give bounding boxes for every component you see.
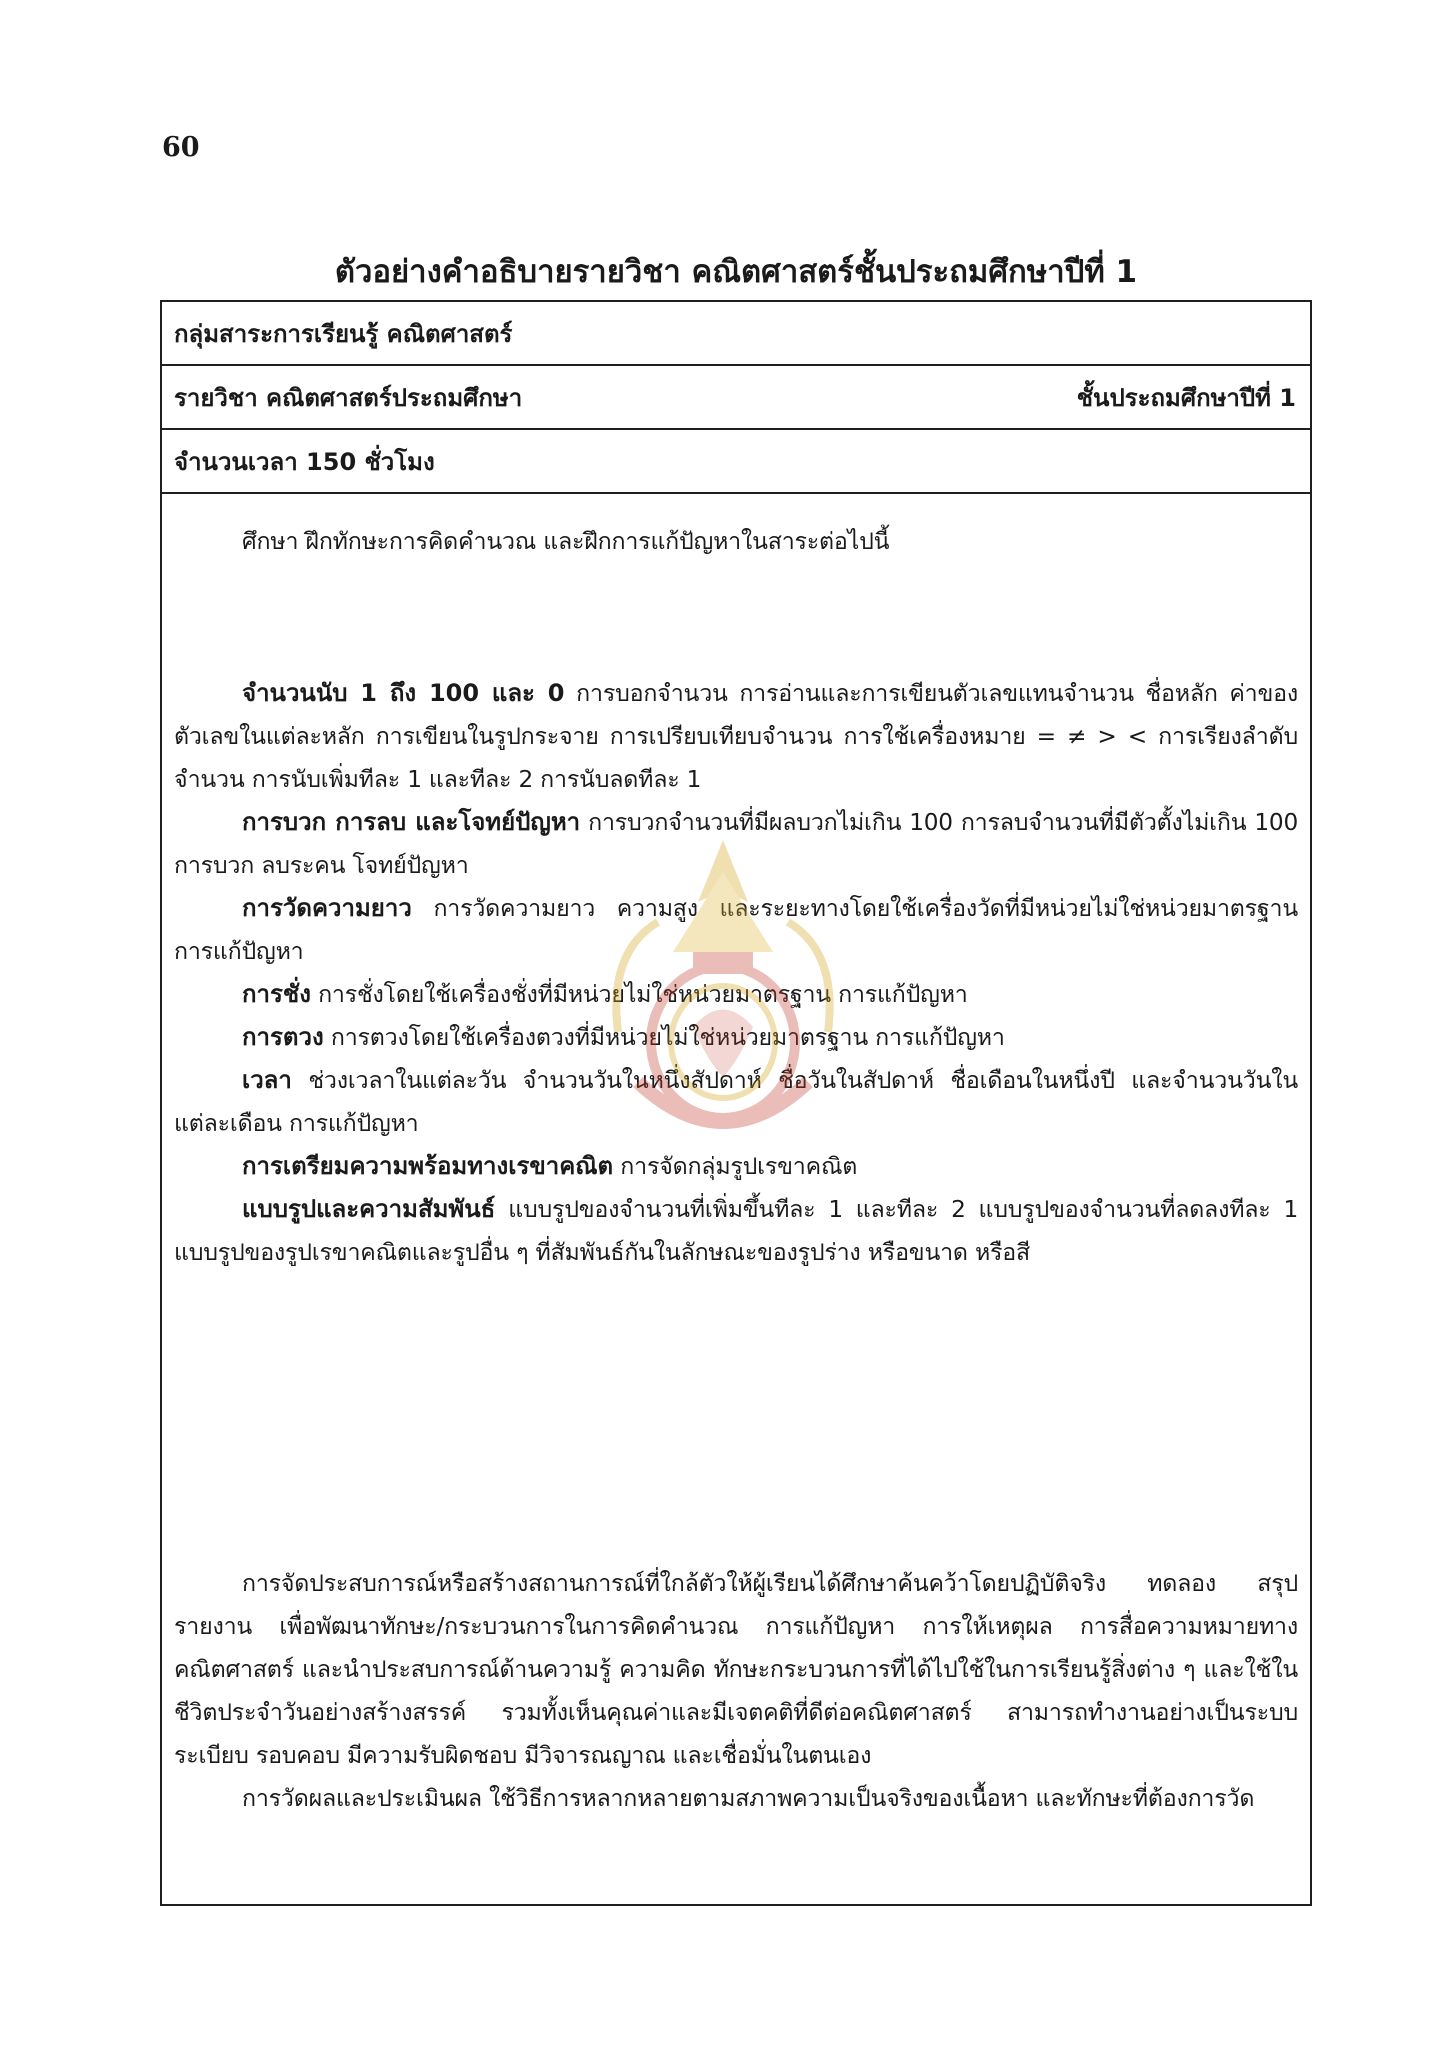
topic-paragraph (174, 801, 1298, 887)
page-number: 60 (162, 132, 200, 163)
topic-text: ช่วงเวลาในแต่ละวัน จำนวนวันในหนึ่งสัปดาห์ ชื่อวันในสัปดาห์ ชื่อเดือนในหนึ่งปี และจำนวนวันในแต่ละเดือน การแก้ปัญหา (174, 1067, 1298, 1137)
topic-paragraph (174, 1059, 1298, 1145)
topic-heading: แบบรูปและความสัมพันธ์ (242, 1195, 496, 1223)
topic-heading: การเตรียมความพร้อมทางเรขาคณิต (242, 1152, 614, 1180)
page-title: ตัวอย่างคำอธิบายรายวิชา คณิตศาสตร์ชั้นประถมศึกษาปีที่ 1 (334, 254, 1138, 290)
topic-heading: การบวก การลบ และโจทย์ปัญหา (242, 808, 581, 836)
topic-heading: เวลา (242, 1066, 292, 1094)
topic-text: การบอกจำนวน การอ่านและการเขียนตัวเลขแทนจำนวน ชื่อหลัก ค่าของตัวเลขในแต่ละหลัก การเขียนในรูปกระจาย การเปรียบเทียบจำนวน การใช้เครื่องหมาย = ≠ > < การเรียงลำดับจำนวน การนับเพิ่มทีละ 1 และทีละ 2 การนับลดทีละ 1 (174, 680, 1299, 793)
process-paragraph: การจัดประสบการณ์หรือสร้างสถานการณ์ที่ใกล้ตัวให้ผู้เรียนได้ศึกษาค้นคว้าโดยปฏิบัติจริง ทดลอง สรุป รายงาน เพื่อพัฒนาทักษะ/กระบวนการในการคิดคำนวณ การแก้ปัญหา การให้เหตุผล การสื่อความหมายทางคณิตศาสตร์ และนำประสบการณ์ด้านความรู้ ความคิด ทักษะกระบวนการที่ได้ไปใช้ในการเรียนรู้สิ่งต่าง ๆ และใช้ในชีวิตประจำวันอย่างสร้างสรรค์ รวมทั้งเห็นคุณค่าและมีเจตคติที่ดีต่อคณิตศาสตร์ สามารถทำงานอย่างเป็นระบบระเบียบ รอบคอบ มีความรับผิดชอบ มีวิจารณญาณ และเชื่อมั่นในตนเอง (174, 1570, 1298, 1769)
intro-paragraph: ศึกษา ฝึกทักษะการคิดคำนวณ และฝึกการแก้ปัญหาในสาระต่อไปนี้ (242, 528, 890, 555)
topic-paragraph (174, 1016, 1298, 1059)
topic-text: การชั่งโดยใช้เครื่องชั่งที่มีหน่วยไม่ใช่หน่วยมาตรฐาน การแก้ปัญหา (310, 981, 968, 1008)
hours-label: จำนวนเวลา 150 ชั่วโมง (174, 447, 435, 476)
topic-text: การจัดกลุ่มรูปเรขาคณิต (613, 1153, 858, 1180)
course-name: รายวิชา คณิตศาสตร์ประถมศึกษา (174, 383, 523, 412)
course-row (162, 366, 1310, 430)
topics-list (174, 672, 1298, 1274)
topic-heading: การตวง (242, 1023, 324, 1051)
topic-text: การวัดความยาว ความสูง และระยะทางโดยใช้เครื่องวัดที่มีหน่วยไม่ใช่หน่วยมาตรฐาน การแก้ปัญหา (174, 895, 1298, 965)
process-section (174, 1562, 1298, 1820)
topic-paragraph (174, 973, 1298, 1016)
hours-row (162, 430, 1310, 494)
topic-heading: จำนวนนับ 1 ถึง 100 และ 0 (242, 679, 565, 707)
topic-paragraph (174, 887, 1298, 973)
topic-heading: การชั่ง (242, 980, 311, 1008)
topic-paragraph (174, 1145, 1298, 1188)
topic-paragraph (174, 672, 1298, 801)
evaluation-paragraph: การวัดผลและประเมินผล ใช้วิธีการหลากหลายตามสภาพความเป็นจริงของเนื้อหา และทักษะที่ต้องการวัด (242, 1785, 1255, 1812)
topic-paragraph (174, 1188, 1298, 1274)
topic-text: การบวกจำนวนที่มีผลบวกไม่เกิน 100 การลบจำนวนที่มีตัวตั้งไม่เกิน 100 การบวก ลบระคน โจทย์ปัญหา (174, 809, 1298, 879)
topic-text: การตวงโดยใช้เครื่องตวงที่มีหน่วยไม่ใช่หน่วยมาตรฐาน การแก้ปัญหา (323, 1024, 1005, 1051)
learning-area-label: กลุ่มสาระการเรียนรู้ คณิตศาสตร์ (174, 319, 513, 348)
topic-text: แบบรูปของจำนวนที่เพิ่มขึ้นทีละ 1 และทีละ 2 แบบรูปของจำนวนที่ลดลงทีละ 1 แบบรูปของรูปเรขาคณิตและรูปอื่น ๆ ที่สัมพันธ์กันในลักษณะของรูปร่าง หรือขนาด หรือสี (174, 1196, 1298, 1266)
topic-heading: การวัดความยาว (242, 894, 412, 922)
grade-level: ชั้นประถมศึกษาปีที่ 1 (1076, 383, 1296, 412)
course-description-table (160, 300, 1312, 1906)
learning-area-row (162, 302, 1310, 366)
